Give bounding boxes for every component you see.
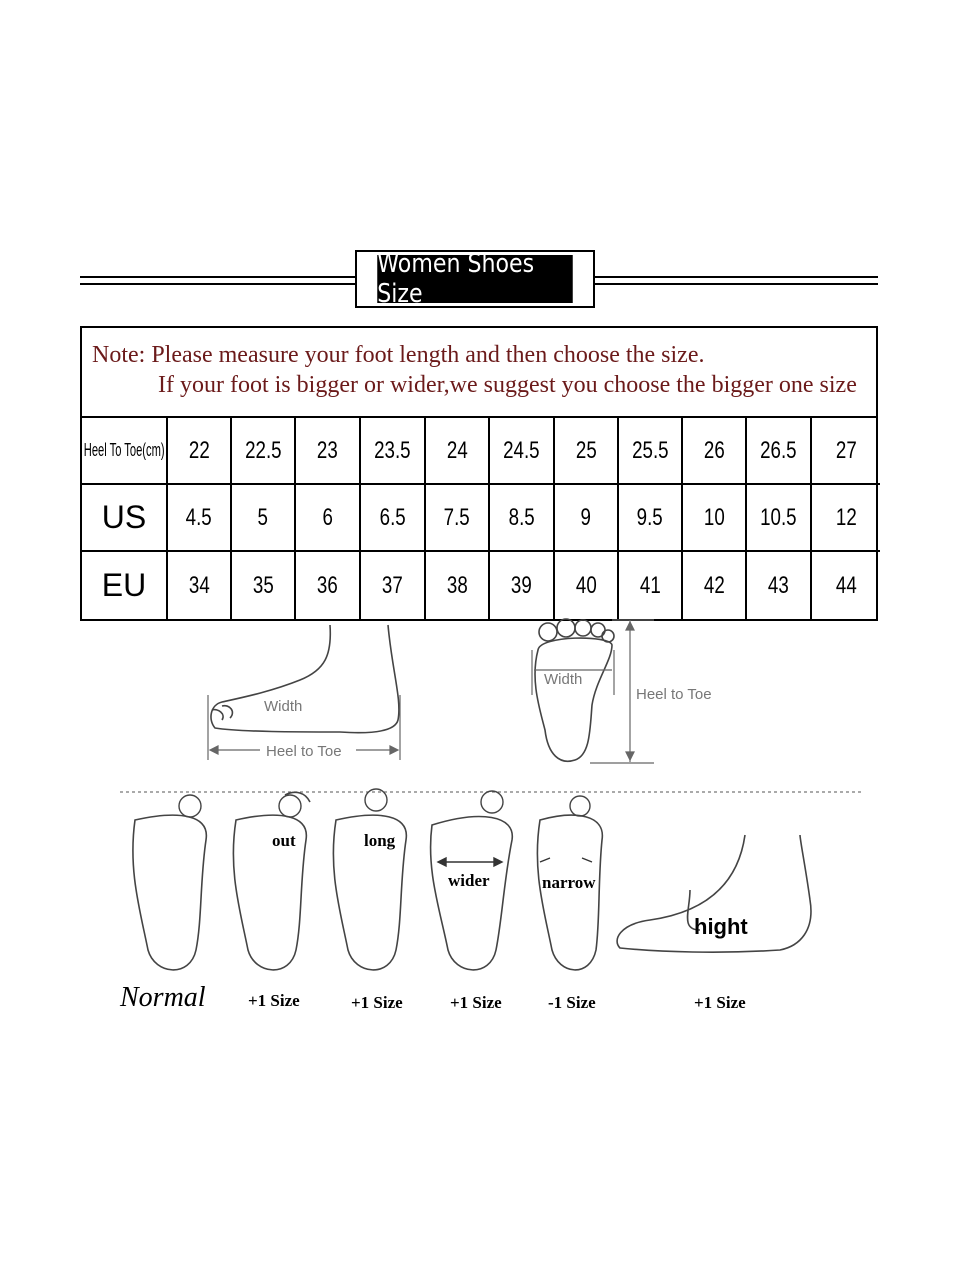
size-cell: 35 [232, 552, 296, 619]
size-cell: 7.5 [426, 485, 490, 552]
size-label-out: +1 Size [248, 991, 300, 1010]
size-cell: 41 [619, 552, 683, 619]
size-cell: 25 [555, 418, 619, 485]
side-heel-to-toe-label: Heel to Toe [266, 743, 342, 760]
size-cell: 25.5 [619, 418, 683, 485]
side-width-label: Width [264, 698, 303, 715]
size-cell: 8.5 [490, 485, 555, 552]
size-cell: 10 [683, 485, 747, 552]
toe-out [279, 795, 301, 817]
size-cell: 6.5 [361, 485, 426, 552]
toe-narrow [570, 796, 590, 816]
narrow-arrows [540, 858, 592, 862]
toe-wider [481, 791, 503, 813]
heel-to-toe-row [82, 418, 876, 485]
size-cell: 5 [232, 485, 296, 552]
size-cell: 26.5 [747, 418, 812, 485]
size-cell: 26 [683, 418, 747, 485]
note-line-1: Note: Please measure your foot length and then choose the size. [92, 342, 705, 368]
title-rule-left [80, 276, 355, 285]
label-long: long [364, 831, 396, 850]
size-cell: 36 [296, 552, 361, 619]
sole-toe-5 [602, 630, 614, 642]
size-label-hight: +1 Size [694, 993, 746, 1012]
size-label-normal: Normal [120, 982, 206, 1013]
size-chart-table [80, 326, 878, 621]
eu-row [82, 552, 876, 619]
size-label-long: +1 Size [351, 993, 403, 1012]
size-cell: 24.5 [490, 418, 555, 485]
size-cell: 34 [168, 552, 232, 619]
sole-toe-3 [575, 620, 591, 636]
label-hight: hight [694, 914, 748, 939]
label-wider: wider [448, 871, 490, 890]
size-cell: 12 [812, 485, 880, 552]
foot-normal [133, 815, 206, 970]
row-label: Heel To Toe(cm) [82, 418, 168, 485]
note-line-2: If your foot is bigger or wider,we suggest you choose the bigger one size [158, 372, 857, 398]
side-foot-outline [211, 625, 399, 733]
size-cell: 40 [555, 552, 619, 619]
size-cell: 6 [296, 485, 361, 552]
size-cell: 37 [361, 552, 426, 619]
size-cell: 24 [426, 418, 490, 485]
toe-normal [179, 795, 201, 817]
size-cell: 38 [426, 552, 490, 619]
size-cell: 27 [812, 418, 880, 485]
note [82, 328, 876, 418]
size-label-wider: +1 Size [450, 993, 502, 1012]
size-cell: 9.5 [619, 485, 683, 552]
title-box [355, 250, 595, 308]
sole-outline [535, 638, 612, 761]
size-cell: 23.5 [361, 418, 426, 485]
size-cell: 4.5 [168, 485, 232, 552]
size-cell: 10.5 [747, 485, 812, 552]
side-foot-toes [212, 706, 232, 720]
sole-toe-2 [557, 619, 575, 637]
label-narrow: narrow [542, 873, 596, 892]
size-cell: 39 [490, 552, 555, 619]
page-title: Women Shoes Size [377, 255, 573, 303]
size-cell: 22.5 [232, 418, 296, 485]
size-rows [82, 418, 876, 619]
size-cell: 43 [747, 552, 812, 619]
size-cell: 22 [168, 418, 232, 485]
label-out: out [272, 831, 296, 850]
row-label: EU [82, 552, 168, 619]
title-rule-right [595, 276, 878, 285]
sole-heel-to-toe-label: Heel to Toe [636, 686, 712, 703]
foot-wider [431, 817, 513, 970]
sole-width-label: Width [544, 671, 583, 688]
size-cell: 23 [296, 418, 361, 485]
size-cell: 44 [835, 571, 857, 599]
sole-toe-1 [539, 623, 557, 641]
us-row [82, 485, 876, 552]
size-label-narrow: -1 Size [548, 993, 596, 1012]
toe-long [365, 789, 387, 811]
size-cell: 9 [555, 485, 619, 552]
foot-measurement-diagram [0, 610, 958, 1030]
row-label: US [82, 485, 168, 552]
size-cell: 42 [683, 552, 747, 619]
foot-narrow [537, 815, 602, 970]
